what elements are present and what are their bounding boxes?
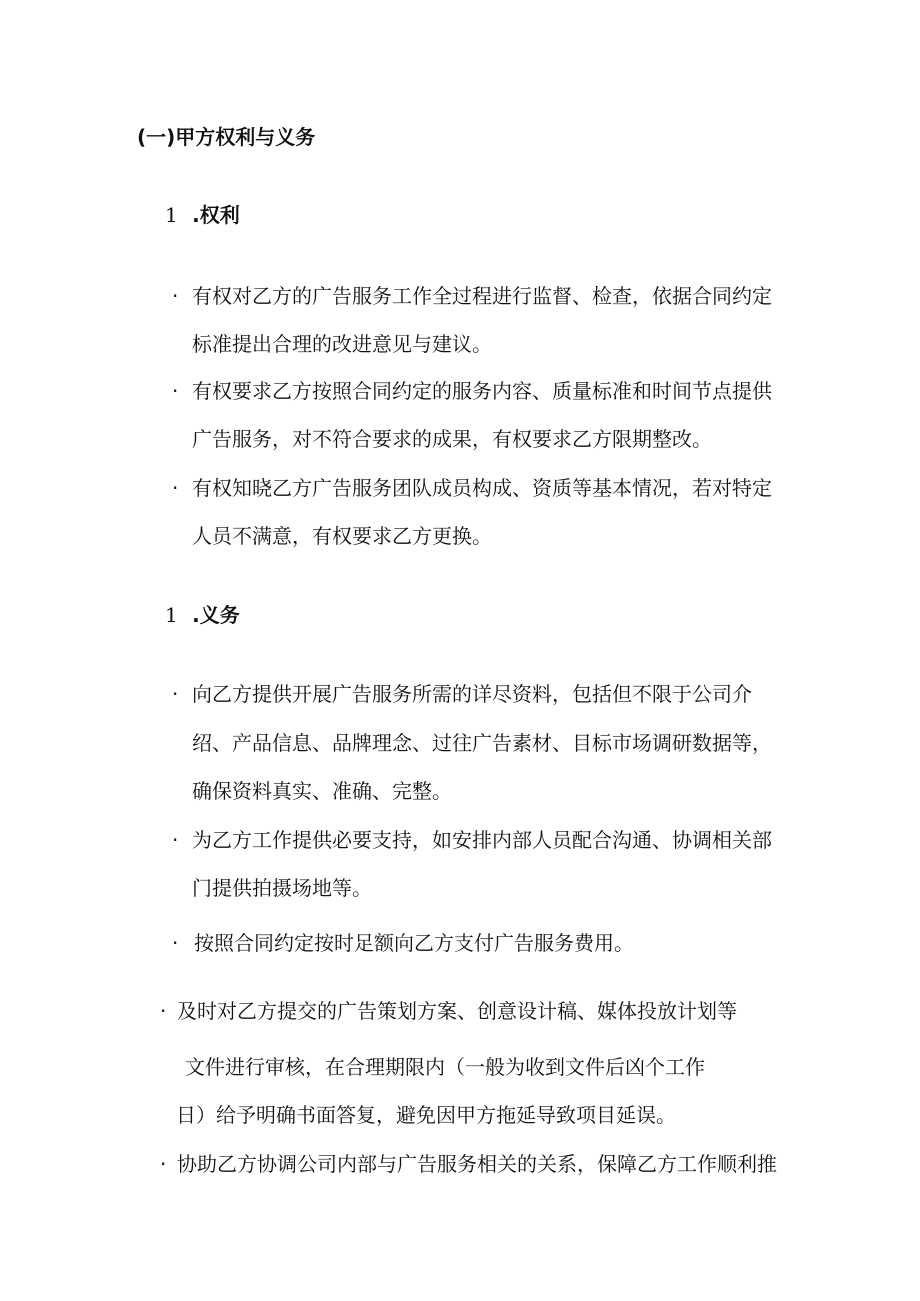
obligations-heading-label: .义务 [192,603,240,627]
obligations-item-1-line-3: 确保资料真实、准确、完整。 [192,779,452,803]
obligations-item-1-line-2: 绍、产品信息、品牌理念、过往广告素材、目标市场调研数据等， [192,731,772,755]
obligations-item-2-line-2: 门提供拍摄场地等。 [192,876,372,900]
rights-heading-number: 1 [165,203,178,227]
rights-heading [165,201,240,229]
obligations-item-4-line-3: 日）给予明确书面答复，避免因甲方拖延导致项目延误。 [176,1103,676,1127]
obligations-item-2-line-1: 为乙方工作提供必要支持，如安排内部人员配合沟通、协调相关部 [192,828,772,852]
rights-item-2-line-1: 有权要求乙方按照合同约定的服务内容、质量标准和时间节点提供 [192,379,772,403]
rights-item-3-bullet: · [172,476,179,500]
obligations-item-3-line-1: 按照合同约定按时足额向乙方支付广告服务费用。 [194,931,634,955]
obligations-item-1-bullet: · [172,682,179,706]
obligations-item-4-line-2: 文件进行审核，在合理期限内（一般为收到文件后凶个工作 [185,1055,705,1079]
rights-heading-label: .权利 [192,203,240,227]
obligations-heading [165,601,240,629]
rights-item-1-line-1: 有权对乙方的广告服务工作全过程进行监督、检查，依据合同约定 [192,284,772,308]
rights-item-1-bullet: · [172,284,179,308]
rights-item-1-line-2: 标准提出合理的改进意见与建议。 [192,332,492,356]
obligations-heading-number: 1 [165,603,178,627]
obligations-item-5-line-1: 协助乙方协调公司内部与广告服务相关的关系，保障乙方工作顺利推 [177,1152,777,1176]
obligations-item-3-bullet: · [172,931,179,955]
rights-item-2-line-2: 广告服务，对不符合要求的成果，有权要求乙方限期整改。 [192,427,712,451]
obligations-item-2-bullet: · [172,828,179,852]
rights-item-3-line-2: 人员不满意，有权要求乙方更换。 [192,524,492,548]
obligations-item-1-line-1: 向乙方提供开展广告服务所需的详尽资料，包括但不限于公司介 [192,682,752,706]
section-title: (一)甲方权利与义务 [137,125,316,149]
rights-item-3-line-1: 有权知晓乙方广告服务团队成员构成、资质等基本情况，若对特定 [192,476,772,500]
obligations-item-4-bullet: · [160,999,167,1023]
obligations-item-5-bullet: · [160,1152,167,1176]
rights-item-2-bullet: · [172,379,179,403]
obligations-item-4-line-1: 及时对乙方提交的广告策划方案、创意设计稿、媒体投放计划等 [177,999,737,1023]
